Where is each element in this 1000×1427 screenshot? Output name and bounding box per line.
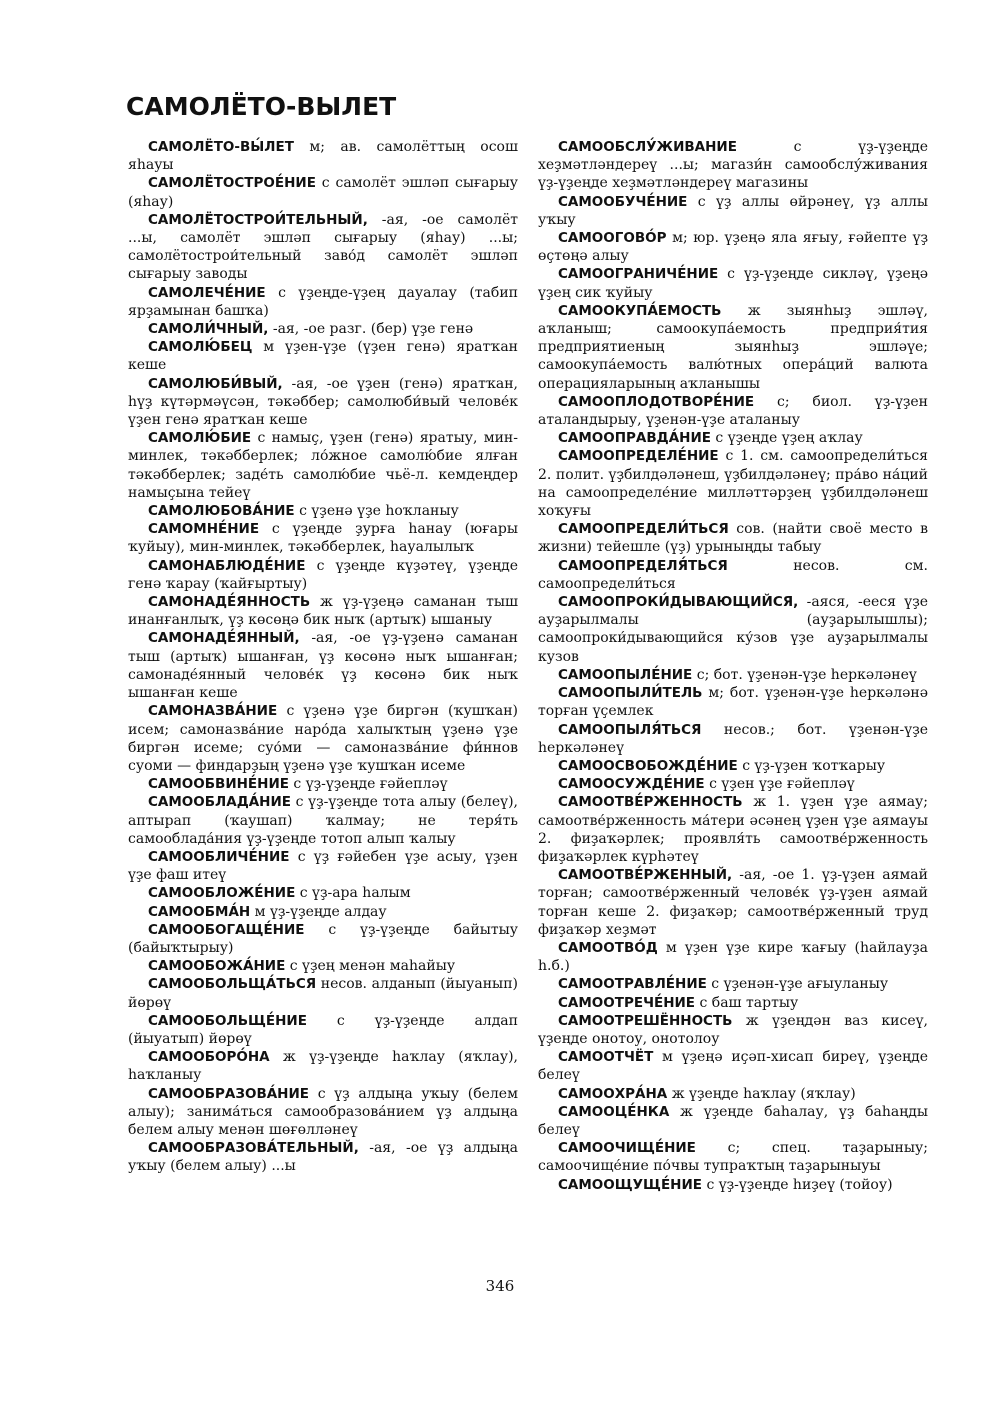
entry-headword: САМООСВОБОЖДЕ́НИЕ	[558, 757, 738, 774]
entry-definition: с үҙ-үҙен ҡотҡарыу	[737, 757, 886, 774]
entry-definition: с үҙ-ара һалым	[295, 885, 411, 902]
entry-definition: несов.; бот. үҙенән-үҙе һеркәләнеү	[538, 721, 928, 756]
entry-headword: САМООТВЕ́РЖЕННЫЙ,	[558, 867, 733, 884]
entry-headword: САМОЛЁТО-ВЫ́ЛЕТ	[148, 139, 294, 155]
entry-headword: САМООБОЛЬЩА́ТЬСЯ	[148, 976, 317, 993]
dictionary-entry	[128, 502, 518, 520]
dictionary-entry	[128, 975, 518, 1011]
dictionary-entry	[538, 447, 928, 520]
dictionary-entry	[538, 684, 928, 720]
entry-definition: с үҙ-үҙеңде һиҙеү (тойоу)	[702, 1176, 893, 1193]
entry-definition: м үҙ-үҙеңде алдау	[250, 903, 387, 920]
entry-headword: САМОНАБЛЮДЕ́НИЕ	[148, 557, 306, 574]
entry-headword: САМООПЛОДОТВОРЕ́НИЕ	[558, 393, 755, 410]
entry-definition: с үҙен үҙе ғәйепләү	[704, 776, 855, 793]
entry-headword: САМООТВЕ́РЖЕННОСТЬ	[558, 794, 743, 811]
dictionary-entry	[538, 994, 928, 1012]
entry-definition: м; ав. самолёттың осош яһауы	[128, 139, 518, 174]
entry-headword: САМОНАДЕ́ЯННОСТЬ	[148, 594, 311, 611]
entry-headword: САМООБЛИЧЕ́НИЕ	[148, 848, 290, 865]
entry-definition: -ая, -ое үҙ алдыңа уҡыу (белем алыу) ...ы	[128, 1140, 518, 1175]
entry-definition: ж зыянһыҙ эшләү, аҡланыш; самоокупа́емость предприя́тия предприятиеның зыянһыҙ эшләүе; самоокупа́емость валю́тных опера́ций валюта операцияларының аҡланышы	[538, 302, 928, 392]
entry-headword: САМООБВИНЕ́НИЕ	[148, 776, 289, 793]
dictionary-entry	[128, 593, 518, 629]
entry-definition: м; юр. үҙеңә яла яғыу, ғәйепте үҙ өҫтөңә алыу	[538, 230, 928, 265]
entry-headword: САМООПРЕДЕЛЕ́НИЕ	[558, 448, 719, 465]
entry-definition: с намыҫ, үҙен (генә) яратыу, мин-минлек, тәкәбберлек; ло́жное самолю́бие ялған тәкәбберлек; заде́ть самолю́бие чьё-л. кемдеңдер намыҫына тейеү	[128, 430, 518, 501]
entry-definition: м; бот. үҙенән-үҙе һеркәләнә торған үҫемлек	[538, 685, 928, 720]
dictionary-entry	[538, 265, 928, 301]
entry-headword: САМООПРЕДЕЛИ́ТЬСЯ	[558, 521, 729, 538]
entry-headword: САМОЛЁТОСТРОЕ́НИЕ	[148, 175, 316, 192]
entry-definition: -аяся, -ееся үҙе ауҙарылмалы (ауҙарылышлы); самоопроки́дывающийся ку́зов үҙе ауҙарылмалы кузов	[538, 594, 928, 665]
entry-headword: САМООБОЖА́НИЕ	[148, 958, 286, 975]
dictionary-entry	[538, 429, 928, 447]
entry-definition: несов. см. самоопредели́ться	[538, 557, 928, 592]
entry-definition: с үҙеңде-үҙең дауалау (табип ярҙамынан башҡа)	[128, 284, 518, 319]
entry-definition: м үҙеңә иҫәп-хисап биреү, үҙеңде белеү	[538, 1049, 928, 1084]
dictionary-entry	[128, 211, 518, 284]
entry-headword: САМООГРАНИЧЕ́НИЕ	[558, 266, 719, 283]
entry-definition: ж үҙ-үҙеңә саманан тыш инанғанлыҡ, үҙ көсөңә бик ныҡ (артыҡ) ышаныу	[128, 594, 518, 629]
entry-definition: -ая, -ое үҙ-үҙенә саманан тыш (артыҡ) ышанған, үҙ көсөнә ныҡ ышанған; самонаде́янный челове́к үҙ көсөнә бик ныҡ ышанған кеше	[128, 630, 518, 702]
entry-headword: САМОНАЗВА́НИЕ	[148, 703, 278, 720]
dictionary-entry	[128, 557, 518, 593]
entry-definition: -ая, -ое разг. (бер) үҙе генә	[268, 321, 474, 338]
entry-headword: САМОЛЁТОСТРОИ́ТЕЛЬНЫЙ,	[148, 211, 368, 228]
right-column	[538, 138, 928, 1194]
entry-headword: САМООСУЖДЕ́НИЕ	[558, 776, 705, 793]
entry-headword: САМООПРОКИ́ДЫВАЮЩИЙСЯ,	[558, 594, 799, 611]
entry-headword: САМООПЫЛЕ́НИЕ	[558, 666, 693, 683]
dictionary-entry	[538, 1103, 928, 1139]
dictionary-entry	[128, 174, 518, 210]
entry-definition: с үҙ-үҙеңде байытыу (байыҡтырыу)	[128, 921, 518, 956]
entry-headword: САМООБЛОЖЕ́НИЕ	[148, 885, 296, 902]
entry-definition: с үҙең менән маһайыу	[285, 958, 456, 975]
entry-headword: САМООТВО́Д	[558, 939, 658, 956]
dictionary-entry	[538, 229, 928, 265]
entry-definition: с үҙеңде күҙәтеү, үҙеңде генә ҡарау (ҡайғыртыу)	[128, 557, 518, 592]
entry-headword: САМООБМА́Н	[148, 903, 251, 920]
entry-headword: САМООПЫЛЯ́ТЬСЯ	[558, 721, 702, 738]
dictionary-entry	[128, 903, 518, 921]
entry-headword: САМООБОГАЩЕ́НИЕ	[148, 921, 305, 938]
dictionary-entry	[538, 1048, 928, 1084]
entry-headword: САМООТРАВЛЕ́НИЕ	[558, 976, 707, 993]
entry-headword: САМООПЫЛИ́ТЕЛЬ	[558, 685, 703, 702]
dictionary-entry	[128, 702, 518, 775]
entry-definition: с самолёт эшләп сығарыу (яһау)	[128, 175, 518, 210]
dictionary-entry	[538, 1012, 928, 1048]
dictionary-entry	[538, 1176, 928, 1194]
entry-headword: САМООПРЕДЕЛЯ́ТЬСЯ	[558, 557, 728, 574]
entry-definition: ж үҙеңде баһалау, үҙ баһаңды белеү	[538, 1103, 928, 1138]
entry-headword: САМОЛЕЧЕ́НИЕ	[148, 284, 266, 301]
entry-definition: -ая, -ое самолёт ...ы, самолёт эшләп сығарыу (яһау) ...ы; самолётострои́тельный заво́д самолёт эшләп сығарыу заводы	[128, 211, 518, 283]
dictionary-entry	[538, 138, 928, 193]
dictionary-entry	[538, 775, 928, 793]
entry-definition: ж 1. үҙен үҙе аямау; самоотве́рженность ма́тери әсәнең үҙен үҙе аямауы 2. фиҙаҡәрлек; проявля́ть самоотве́рженность фиҙаҡәрлек күрһәтеү	[538, 794, 928, 865]
dictionary-entry	[128, 848, 518, 884]
dictionary-entry	[538, 193, 928, 229]
dictionary-entry	[128, 1139, 518, 1175]
entry-headword: САМООХРА́НА	[558, 1085, 668, 1102]
entry-headword: САМООКУПА́ЕМОСТЬ	[558, 302, 722, 319]
dictionary-entry	[538, 393, 928, 429]
page-number: 346	[485, 1277, 515, 1295]
entry-definition: с үҙ алдыңа уҡыу (белем алыу); занима́ться самообразова́нием үҙ алдыңа белем алыу менән шөғөлләнеү	[128, 1085, 518, 1138]
dictionary-entry	[128, 884, 518, 902]
entry-definition: м үҙен-үҙе (үҙен генә) яратҡан кеше	[128, 339, 518, 374]
entry-definition: м үҙен үҙе кире ҡағыу (һайлауҙа һ.б.)	[538, 939, 928, 975]
dictionary-entry	[538, 666, 928, 684]
entry-definition: с үҙенән-үҙе ағыуланыу	[706, 976, 889, 993]
entry-headword: САМООТЧЁТ	[558, 1049, 654, 1066]
entry-definition: с үҙ ғәйебен үҙе асыу, үҙен үҙе фаш итеү	[128, 848, 518, 884]
dictionary-entry	[538, 721, 928, 757]
entry-headword: САМООПРАВДА́НИЕ	[558, 430, 711, 447]
entry-definition: несов. алданып (йыуанып) йөрөү	[128, 976, 518, 1011]
dictionary-entry	[538, 302, 928, 393]
dictionary-entry	[128, 375, 518, 430]
dictionary-entry	[128, 520, 518, 556]
entry-headword: САМОЛИ́ЧНЫЙ,	[148, 321, 269, 338]
dictionary-entry	[538, 520, 928, 556]
entry-headword: САМООБРАЗОВА́НИЕ	[148, 1085, 309, 1102]
entry-definition: с; спец. таҙарыныу; самоочище́ние по́чвы тупраҡтың таҙарыныуы	[538, 1140, 928, 1175]
entry-headword: САМОМНЕ́НИЕ	[148, 521, 260, 538]
entry-definition: с үҙеңде ҙурға һанау (юғары ҡуйыу), мин-минлек, тәкәбберлек, һауалылыҡ	[128, 521, 518, 556]
entry-definition: ж үҙ-үҙеңде һаҡлау (яҡлау), һаҡланыу	[128, 1049, 518, 1084]
dictionary-entry	[128, 921, 518, 957]
dictionary-entry	[128, 429, 518, 502]
page-header: САМОЛЁТО-ВЫЛЕТ	[126, 92, 397, 121]
entry-headword: САМОЛЮ́БИЕ	[148, 430, 252, 447]
entry-definition: с үҙ-үҙеңде тота алыу (белеү), аптырап (ҡаушап) ҡалмау; не теря́ть самооблада́ния үҙ-үҙеңде тотоп алып ҡалыу	[128, 794, 518, 847]
dictionary-entry	[128, 629, 518, 702]
entry-definition: с үҙенә үҙе һоҡланыу	[294, 503, 459, 520]
dictionary-entry	[128, 793, 518, 848]
dictionary-entry	[128, 957, 518, 975]
entry-definition: с үҙ-үҙеңде сикләү, үҙеңә үҙең сик ҡуйыу	[538, 266, 928, 301]
entry-definition: с 1. см. самоопредели́ться 2. полит. үҙбилдәләнеш, үҙбилдәләнеү; пра́во на́ций на самоопределе́ние милләттәрҙең үҙбилдәләнеш хоҡуғы	[538, 448, 928, 520]
entry-definition: с үҙ аллы өйрәнеү, үҙ аллы уҡыу	[538, 193, 928, 228]
dictionary-entry	[128, 338, 518, 374]
dictionary-entry	[128, 1048, 518, 1084]
entry-headword: САМОЛЮБИ́ВЫЙ,	[148, 375, 283, 392]
entry-definition: с баш тартыу	[695, 994, 799, 1011]
dictionary-entry	[538, 557, 928, 593]
dictionary-entry	[538, 1085, 928, 1103]
entry-headword: САМООБОРО́НА	[148, 1049, 270, 1066]
entry-headword: САМООТРЕЧЕ́НИЕ	[558, 994, 696, 1011]
entry-definition: -ая, -ое 1. үҙ-үҙен аямай торған; самоотве́рженный челове́к үҙ-үҙен аямай торған кеше 2. фиҙаҡәр; самоотве́рженный труд фиҙаҡәр хеҙмәт	[538, 867, 928, 938]
entry-definition: с үҙ-үҙеңде алдап (йыуатып) йөрөү	[128, 1012, 518, 1047]
entry-headword: САМООГОВО́Р	[558, 230, 667, 247]
dictionary-entry	[128, 775, 518, 793]
entry-headword: САМОЛЮБОВА́НИЕ	[148, 503, 295, 520]
entry-headword: САМООБСЛУ́ЖИВАНИЕ	[558, 139, 737, 155]
dictionary-entry	[128, 1085, 518, 1140]
entry-definition: с үҙ-үҙеңде хеҙмәтләндереү ...ы; магази́н самообслу́живания үҙ-үҙеңде хеҙмәтләндереү магазины	[538, 139, 928, 192]
entry-headword: САМООЩУЩЕ́НИЕ	[558, 1176, 702, 1193]
dictionary-entry	[128, 284, 518, 320]
entry-definition: с үҙенә үҙе биргән (ҡушҡан) исем; самоназва́ние наро́да халыҡтың үҙенә үҙе биргән исеме; суо́ми — самоназва́ние фи́ннов суоми — финдарҙың үҙенә үҙе ҡушҡан исеме	[128, 703, 518, 774]
dictionary-entry	[128, 138, 518, 174]
dictionary-entry	[128, 320, 518, 338]
entry-definition: с үҙеңде үҙең аҡлау	[710, 430, 863, 447]
entry-definition: ж үҙеңдән ваз кисеү, үҙеңде онотоу, онотолоу	[538, 1012, 928, 1047]
entry-headword: САМОЛЮ́БЕЦ	[148, 339, 253, 356]
entry-headword: САМООЦЕ́НКА	[558, 1103, 670, 1120]
entry-definition: -ая, -ое үҙен (генә) яратҡан, һүҙ күтәрмәүсән, тәкәббер; самолюби́вый челове́к үҙен генә яратҡан кеше	[128, 375, 518, 429]
dictionary-entry	[538, 866, 928, 939]
entry-definition: с; биол. үҙ-үҙен аталандырыу, үҙенән-үҙе аталаныу	[538, 393, 928, 429]
entry-definition: ж үҙеңде һаҡлау (яҡлау)	[667, 1085, 856, 1102]
dictionary-entry	[538, 975, 928, 993]
entry-definition: с үҙ-үҙеңде ғәйепләү	[288, 776, 448, 793]
dictionary-entry	[538, 939, 928, 975]
entry-headword: САМООТРЕШЁННОСТЬ	[558, 1012, 733, 1029]
dictionary-entry	[538, 793, 928, 866]
entry-headword: САМООБУЧЕ́НИЕ	[558, 193, 688, 210]
entry-headword: САМОНАДЕ́ЯННЫЙ,	[148, 630, 300, 647]
entry-definition: сов. (найти своё место в жизни) тейешле (үҙ) урыныңды табыу	[538, 521, 928, 556]
dictionary-entry	[538, 1139, 928, 1175]
left-column	[128, 138, 518, 1176]
entry-headword: САМООБЛАДА́НИЕ	[148, 794, 291, 811]
entry-headword: САМООБОЛЬЩЕ́НИЕ	[148, 1012, 307, 1029]
dictionary-entry	[128, 1012, 518, 1048]
entry-headword: САМООБРАЗОВА́ТЕЛЬНЫЙ,	[148, 1140, 359, 1157]
entry-definition: с; бот. үҙенән-үҙе һеркәләнеү	[692, 666, 917, 683]
entry-headword: САМООЧИЩЕ́НИЕ	[558, 1140, 696, 1157]
dictionary-entry	[538, 593, 928, 666]
dictionary-entry	[538, 757, 928, 775]
